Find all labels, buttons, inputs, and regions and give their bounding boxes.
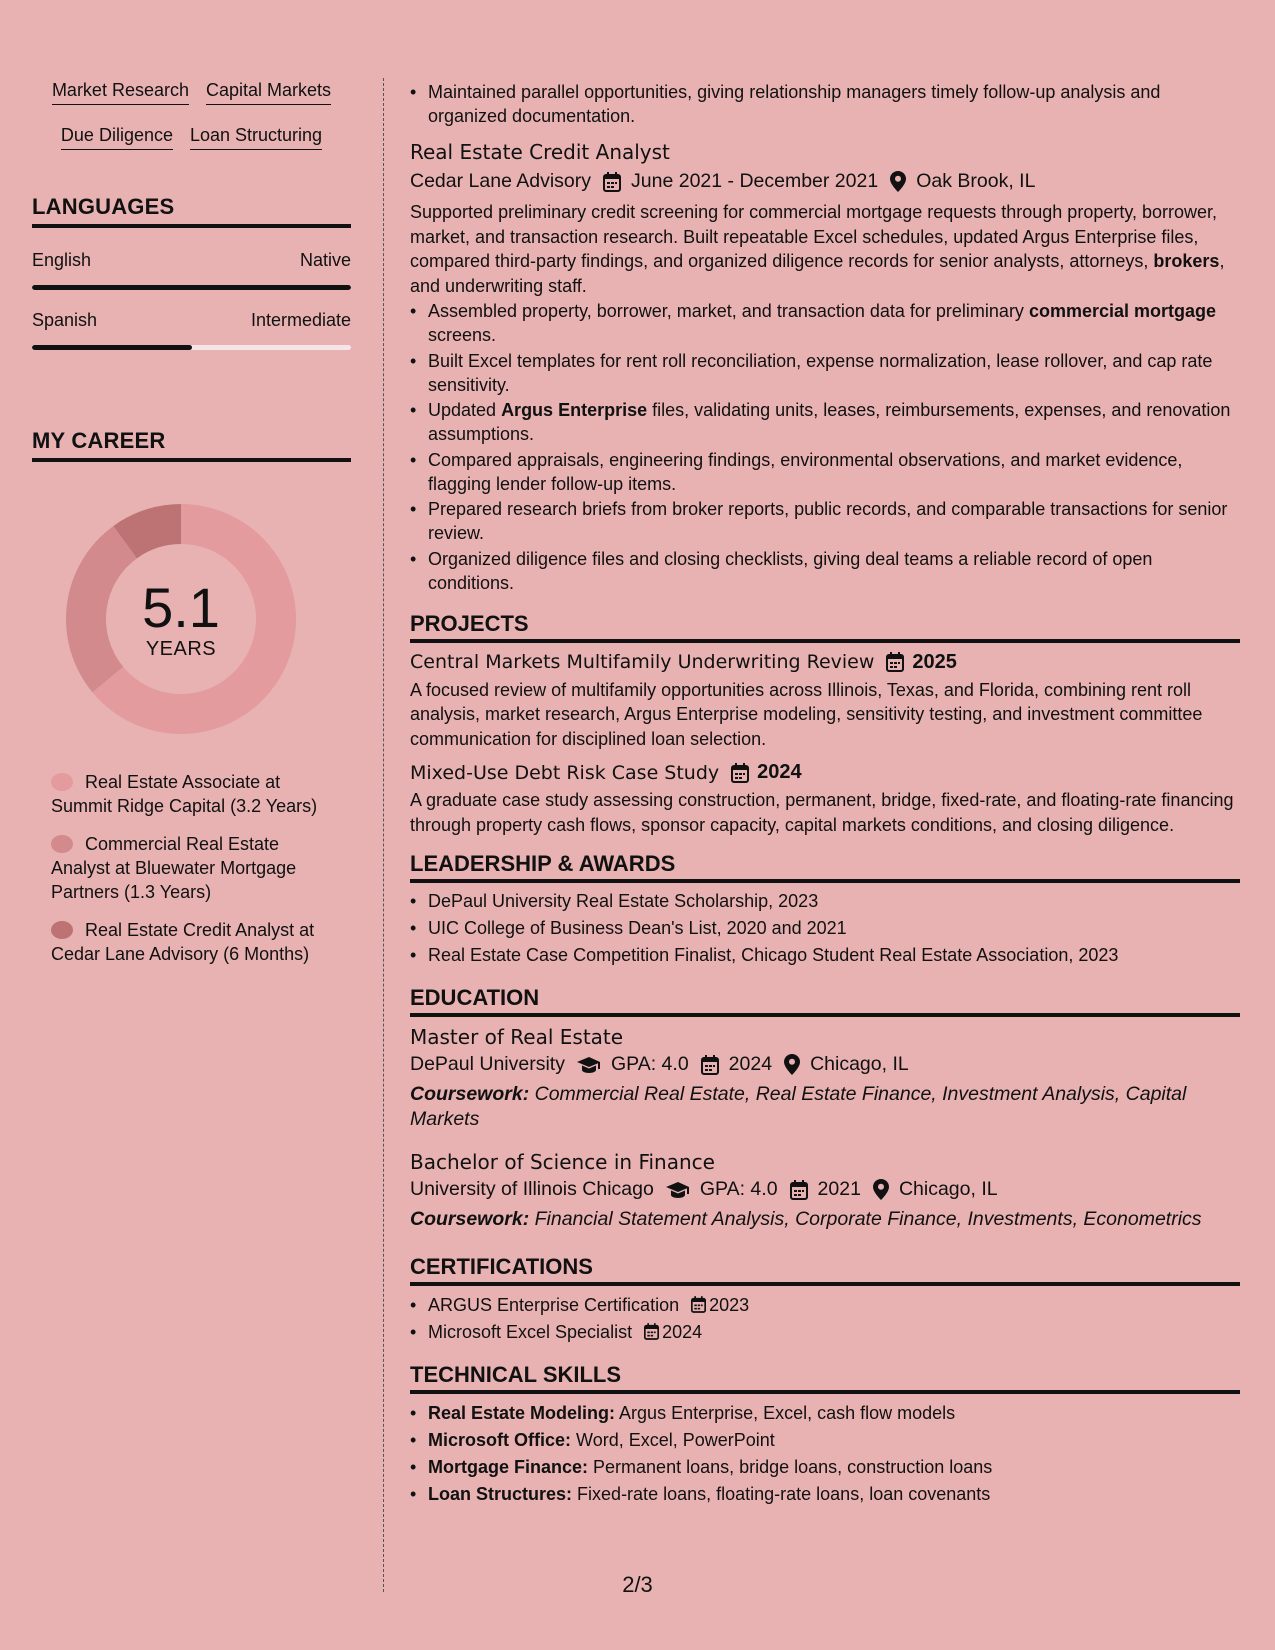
- project-title: [410, 761, 1240, 784]
- legend-label: Commercial Real Estate Analyst at Bluewater Mortgage Partners (1.3 Years): [51, 834, 297, 902]
- job-bullets: [410, 299, 1240, 595]
- career-legend: [51, 770, 326, 966]
- job-summary: Supported preliminary credit screening for commercial mortgage requests through property, borrower, market, and transaction research. Built repeatable Excel schedules, updated Argus Enterprise files, compared third-party findings, and organized diligence records for senior analysts, attorneys, brokers, and underwriting staff.: [410, 202, 1225, 296]
- language-name: English: [32, 250, 92, 270]
- certification-name: ARGUS Enterprise Certification: [428, 1295, 680, 1315]
- right-column: [410, 80, 1240, 1506]
- school-name: DePaul University: [410, 1053, 565, 1075]
- language-bar-fill: [32, 345, 192, 350]
- coursework: Coursework: Financial Statement Analysis, Corporate Finance, Investments, Econometrics: [410, 1208, 1202, 1230]
- certification-item: [410, 1293, 1240, 1317]
- bullet-item: • Assembled property, borrower, market, and transaction data for preliminary commercial mortgage screens.: [410, 299, 1240, 347]
- certification-year: 2023: [709, 1295, 750, 1315]
- job-company: Cedar Lane Advisory: [410, 170, 592, 192]
- job-location: Oak Brook, IL: [916, 170, 1036, 192]
- education-meta: [410, 1178, 1240, 1201]
- education-meta: [410, 1053, 1240, 1076]
- technical-skill-item: • Microsoft Office: Word, Excel, PowerPoint: [410, 1428, 1240, 1452]
- languages-section: [32, 194, 351, 350]
- graduation-cap-icon: [666, 1181, 690, 1199]
- skill-tags: [32, 78, 351, 150]
- degree-title: Bachelor of Science in Finance: [410, 1150, 715, 1174]
- legend-dot: [51, 773, 73, 791]
- calendar-icon: [603, 172, 621, 192]
- bullet-item: • Prepared research briefs from broker reports, public records, and comparable transactions for senior review.: [410, 497, 1240, 545]
- project-year: 2025: [912, 650, 957, 673]
- legend-dot: [51, 835, 73, 853]
- bullet-item: • Organized diligence files and closing checklists, giving deal teams a reliable record of open conditions.: [410, 547, 1240, 595]
- column-divider: [383, 78, 384, 1592]
- languages-title: LANGUAGES: [32, 194, 351, 228]
- job-dates: June 2021 - December 2021: [631, 170, 879, 192]
- calendar-icon: [644, 1323, 659, 1340]
- graduation-cap-icon: [577, 1056, 601, 1074]
- leadership-item: • DePaul University Real Estate Scholarship, 2023: [410, 889, 1240, 913]
- project-name: Mixed-Use Debt Risk Case Study: [410, 761, 720, 784]
- school-name: University of Illinois Chicago: [410, 1178, 654, 1200]
- certification-item: [410, 1320, 1240, 1344]
- leadership-item: • UIC College of Business Dean's List, 2020 and 2021: [410, 916, 1240, 940]
- career-donut-chart: [66, 504, 296, 734]
- graduation-year: 2021: [817, 1178, 861, 1200]
- leadership-item: • Real Estate Case Competition Finalist, Chicago Student Real Estate Association, 2023: [410, 943, 1240, 967]
- legend-label: Real Estate Associate at Summit Ridge Capital (3.2 Years): [51, 772, 318, 816]
- project-description: A graduate case study assessing construction, permanent, bridge, fixed-rate, and floating-rate financing through property cash flows, sponsor capacity, capital markets conditions, and closing diligence.: [410, 790, 1234, 835]
- job-meta: [410, 170, 1240, 193]
- career-section: [32, 428, 351, 966]
- calendar-icon: [701, 1055, 719, 1075]
- project-name: Central Markets Multifamily Underwriting Review: [410, 651, 875, 673]
- previous-job-bullets: [410, 80, 1240, 128]
- coursework: Coursework: Commercial Real Estate, Real Estate Finance, Investment Analysis, Capital Markets: [410, 1083, 1187, 1130]
- technical-skills-list: [410, 1401, 1240, 1506]
- leadership-title: LEADERSHIP & AWARDS: [410, 851, 1240, 883]
- certifications-title: CERTIFICATIONS: [410, 1254, 1240, 1286]
- school-location: Chicago, IL: [810, 1053, 909, 1075]
- language-bar: [32, 345, 351, 350]
- project-title: [410, 651, 1240, 674]
- leadership-list: [410, 889, 1240, 967]
- gpa: GPA: 4.0: [699, 1178, 778, 1200]
- technical-skills-title: TECHNICAL SKILLS: [410, 1362, 1240, 1394]
- skill-tag: Capital Markets: [206, 78, 331, 105]
- map-pin-icon: [784, 1054, 800, 1075]
- calendar-icon: [886, 652, 904, 672]
- legend-item: [51, 770, 326, 818]
- certification-name: Microsoft Excel Specialist: [428, 1322, 633, 1342]
- language-row: [32, 310, 351, 331]
- legend-dot: [51, 921, 73, 939]
- certifications-list: [410, 1293, 1240, 1344]
- legend-item: [51, 918, 326, 966]
- bullet-item: • Maintained parallel opportunities, giving relationship managers timely follow-up analysis and organized documentation.: [410, 80, 1240, 128]
- map-pin-icon: [890, 171, 906, 192]
- language-bar-fill: [32, 285, 351, 290]
- degree-title: Master of Real Estate: [410, 1025, 624, 1049]
- calendar-icon: [731, 763, 749, 783]
- skill-tag: Loan Structuring: [190, 123, 322, 150]
- job-title: Real Estate Credit Analyst: [410, 140, 670, 164]
- legend-item: [51, 832, 326, 904]
- page-number: 2/3: [622, 1572, 653, 1597]
- career-title: MY CAREER: [32, 428, 351, 462]
- calendar-icon: [790, 1180, 808, 1200]
- project-year: 2024: [757, 761, 802, 783]
- school-location: Chicago, IL: [898, 1178, 998, 1200]
- bullet-item: • Built Excel templates for rent roll reconciliation, expense normalization, lease rollover, and cap rate sensitivity.: [410, 349, 1240, 397]
- language-bar: [32, 285, 351, 290]
- career-total-unit: YEARS: [145, 637, 217, 660]
- project-description: A focused review of multifamily opportunities across Illinois, Texas, and Florida, combining rent roll analysis, market research, Argus Enterprise modeling, sensitivity testing, and investment committee communication for disciplined loan selection.: [410, 679, 1203, 749]
- skill-tag: Market Research: [52, 78, 189, 105]
- technical-skill-item: • Real Estate Modeling: Argus Enterprise, Excel, cash flow models: [410, 1401, 1240, 1425]
- technical-skill-item: • Loan Structures: Fixed-rate loans, floating-rate loans, loan covenants: [410, 1482, 1240, 1506]
- calendar-icon: [691, 1296, 706, 1313]
- map-pin-icon: [873, 1179, 889, 1200]
- skill-tag: Due Diligence: [61, 123, 173, 150]
- projects-title: PROJECTS: [410, 611, 1240, 643]
- education-title: EDUCATION: [410, 985, 1240, 1017]
- legend-label: Real Estate Credit Analyst at Cedar Lane Advisory (6 Months): [51, 920, 315, 964]
- technical-skill-item: • Mortgage Finance: Permanent loans, bridge loans, construction loans: [410, 1455, 1240, 1479]
- gpa: GPA: 4.0: [610, 1053, 689, 1075]
- language-level: Native: [299, 250, 351, 270]
- language-name: Spanish: [32, 310, 98, 330]
- certification-year: 2024: [662, 1322, 703, 1342]
- graduation-year: 2024: [728, 1053, 773, 1075]
- bullet-item: • Updated Argus Enterprise files, validating units, leases, reimbursements, expenses, and renovation assumptions.: [410, 398, 1240, 446]
- career-total-value: 5.1: [142, 575, 220, 639]
- left-column: [32, 78, 351, 980]
- language-level: Intermediate: [250, 310, 351, 330]
- bullet-item: • Compared appraisals, engineering findings, environmental observations, and market evidence, flagging lender follow-up items.: [410, 448, 1240, 496]
- language-row: [32, 250, 351, 271]
